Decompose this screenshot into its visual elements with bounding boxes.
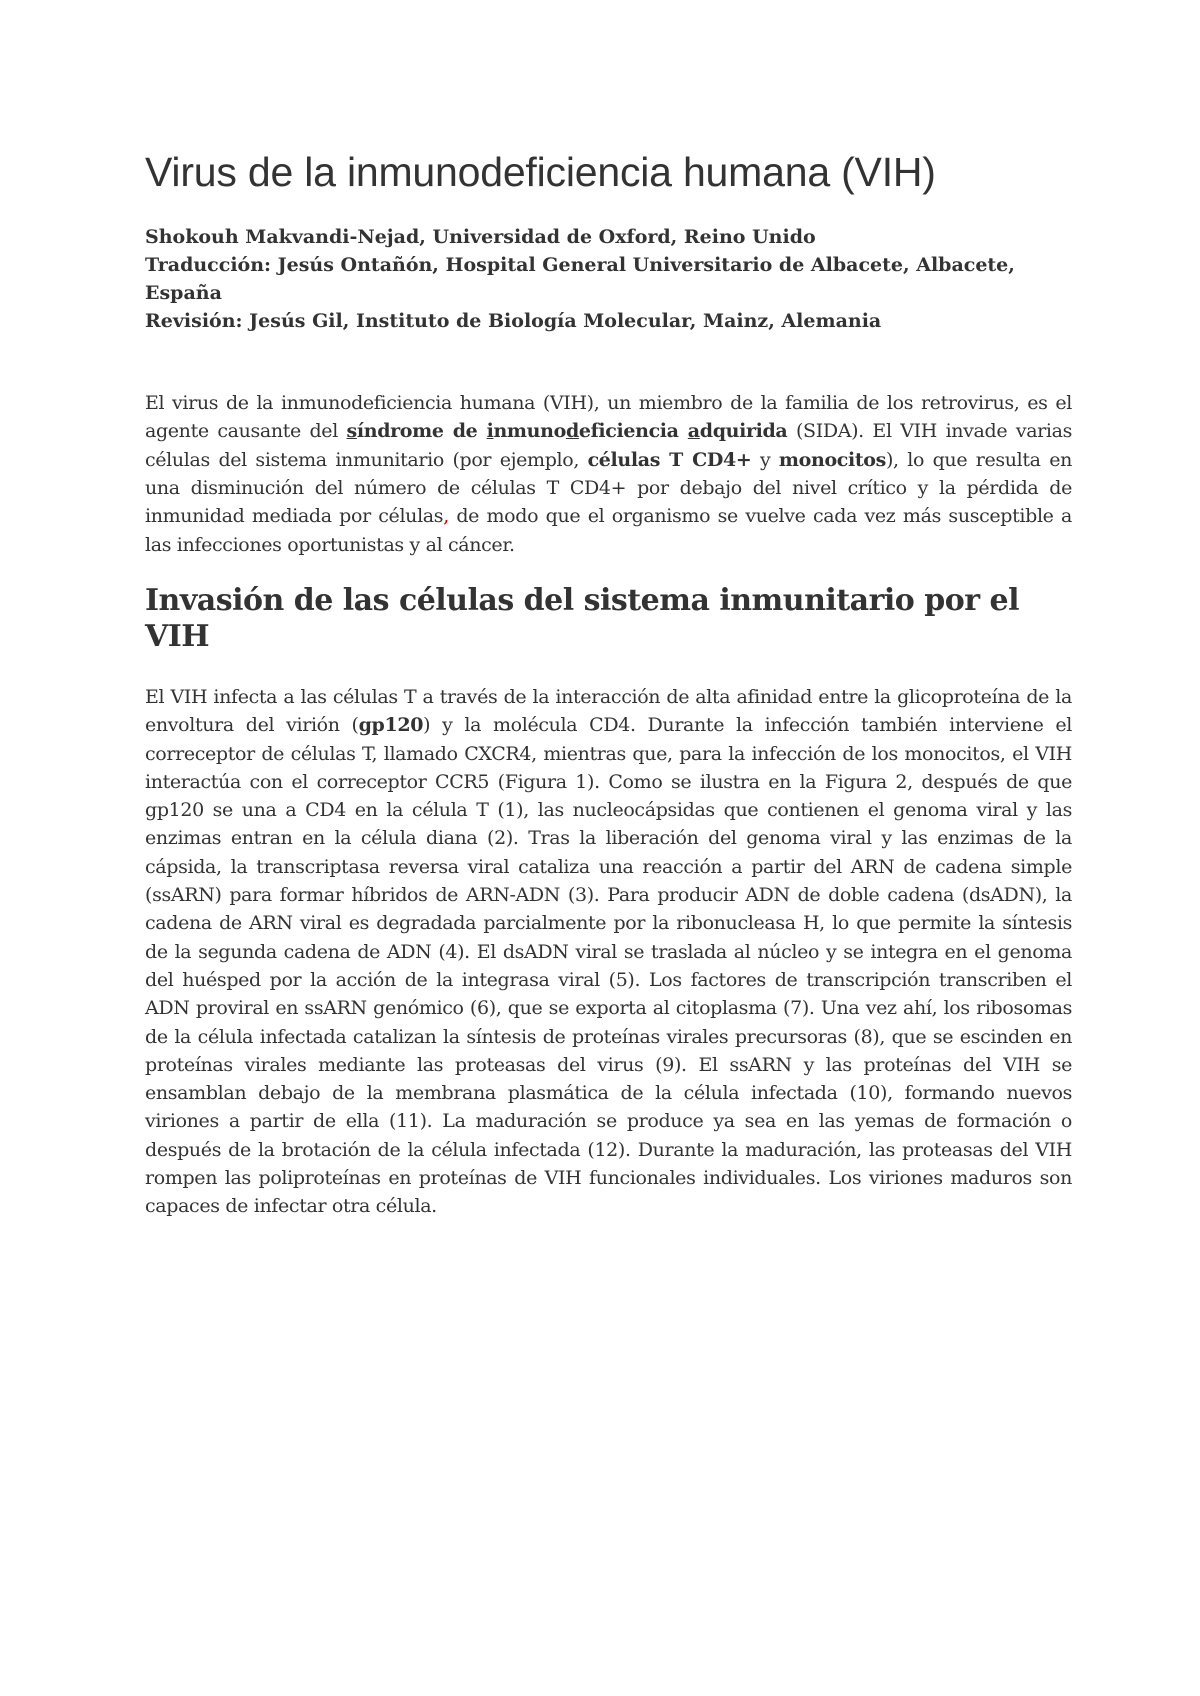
sida-letter-s: s (346, 420, 357, 443)
intro-text-4: ), lo que resulta en una disminución del número de células T CD4+ por debajo del nivel crítico y la pérdida de inmunidad mediada por células (145, 448, 1072, 528)
translator-line: Traducción: Jesús Ontañón, Hospital General Universitario de Albacete, Albacete, España (145, 254, 1015, 305)
sida-text-d: eficiencia (578, 420, 688, 443)
monocitos-term: monocitos (778, 448, 886, 471)
cd4-term: células T CD4+ (587, 448, 752, 471)
section-heading: Invasión de las células del sistema inmunitario por el VIH (145, 582, 1019, 654)
page-title: Virus de la inmunodeficiencia humana (VIH) (145, 149, 936, 195)
sida-text-i: nmuno (493, 420, 566, 443)
gp120-term: gp120 (358, 714, 424, 737)
sida-letter-d: d (565, 420, 579, 443)
intro-text-2: (SIDA). El VIH invade varias células del sistema inmunitario (por ejemplo, (145, 420, 1073, 471)
sida-letter-i: i (486, 420, 494, 443)
reviewer-line: Revisión: Jesús Gil, Instituto de Biología Molecular, Mainz, Alemania (145, 310, 882, 333)
author-line: Shokouh Makvandi-Nejad, Universidad de Oxford, Reino Unido (145, 226, 816, 249)
section-text-2: ) y la molécula CD4. Durante la infección también interviene el correceptor de células T, llamado CXCR4, mientras que, para la infección de los monocitos, el VIH interactúa con el correceptor CCR5 (Figura 1). Como se ilustra en la Figura 2, después de que gp120 se una a CD4 en la célula T (1), las nucleocápsidas que contienen el genoma viral y las enzimas entran en la célula diana (2). Tras la liberación del genoma viral y las enzimas de la cápsida, la transcriptasa reversa viral cataliza una reacción a partir del ARN de cadena simple (ssARN) para formar híbridos de ARN-ADN (3). Para producir ADN de doble cadena (dsADN), la cadena de ARN viral es degradada parcialmente por la ribonucleasa H, lo que permite la síntesis de la segunda cadena de ADN (4). El dsADN viral se traslada al núcleo y se integra en el genoma del huésped por la acción de la integrasa viral (5). Los factores de transcripción transcriben el ADN proviral en ssARN genómico (6), que se exporta al citoplasma (7). Una vez ahí, los ribosomas de la célula infectada catalizan la síntesis de proteínas virales precursoras (8), que se escinden en proteínas virales mediante las proteasas del virus (9). El ssARN y las proteínas del VIH se ensamblan debajo de la membrana plasmática de la célula infectada (10), formando nuevos viriones a partir de ella (11). La maduración se produce ya sea en las yemas de formación o después de la brotación de la célula infectada (12). Durante la maduración, las proteasas del VIH rompen las poliproteínas en proteínas de VIH funcionales individuales. Los viriones maduros son capaces de infectar otra célula. (145, 714, 1072, 1218)
intro-text-3: y (751, 448, 779, 471)
section-paragraph (145, 683, 1072, 1221)
author-block (145, 223, 1072, 335)
intro-text-1: El virus de la inmunodeficiencia humana (VIH), un miembro de la familia de los retrovirus, es el agente causante del (145, 392, 1072, 443)
intro-paragraph (145, 389, 1072, 559)
highlighted-comma: , (443, 505, 449, 528)
intro-text-5: de modo que el organismo se vuelve cada vez más susceptible a las infecciones oportunistas y al cáncer. (145, 505, 1073, 556)
document-content (145, 148, 1072, 1221)
sida-text-a: dquirida (699, 420, 788, 443)
sida-letter-a: a (687, 420, 700, 443)
sida-term (347, 420, 788, 442)
sida-text-s: índrome de (356, 420, 487, 443)
section-text-1: El VIH infecta a las células T a través de la interacción de alta afinidad entre la glicoproteína de la envoltura del virión ( (145, 685, 1072, 737)
